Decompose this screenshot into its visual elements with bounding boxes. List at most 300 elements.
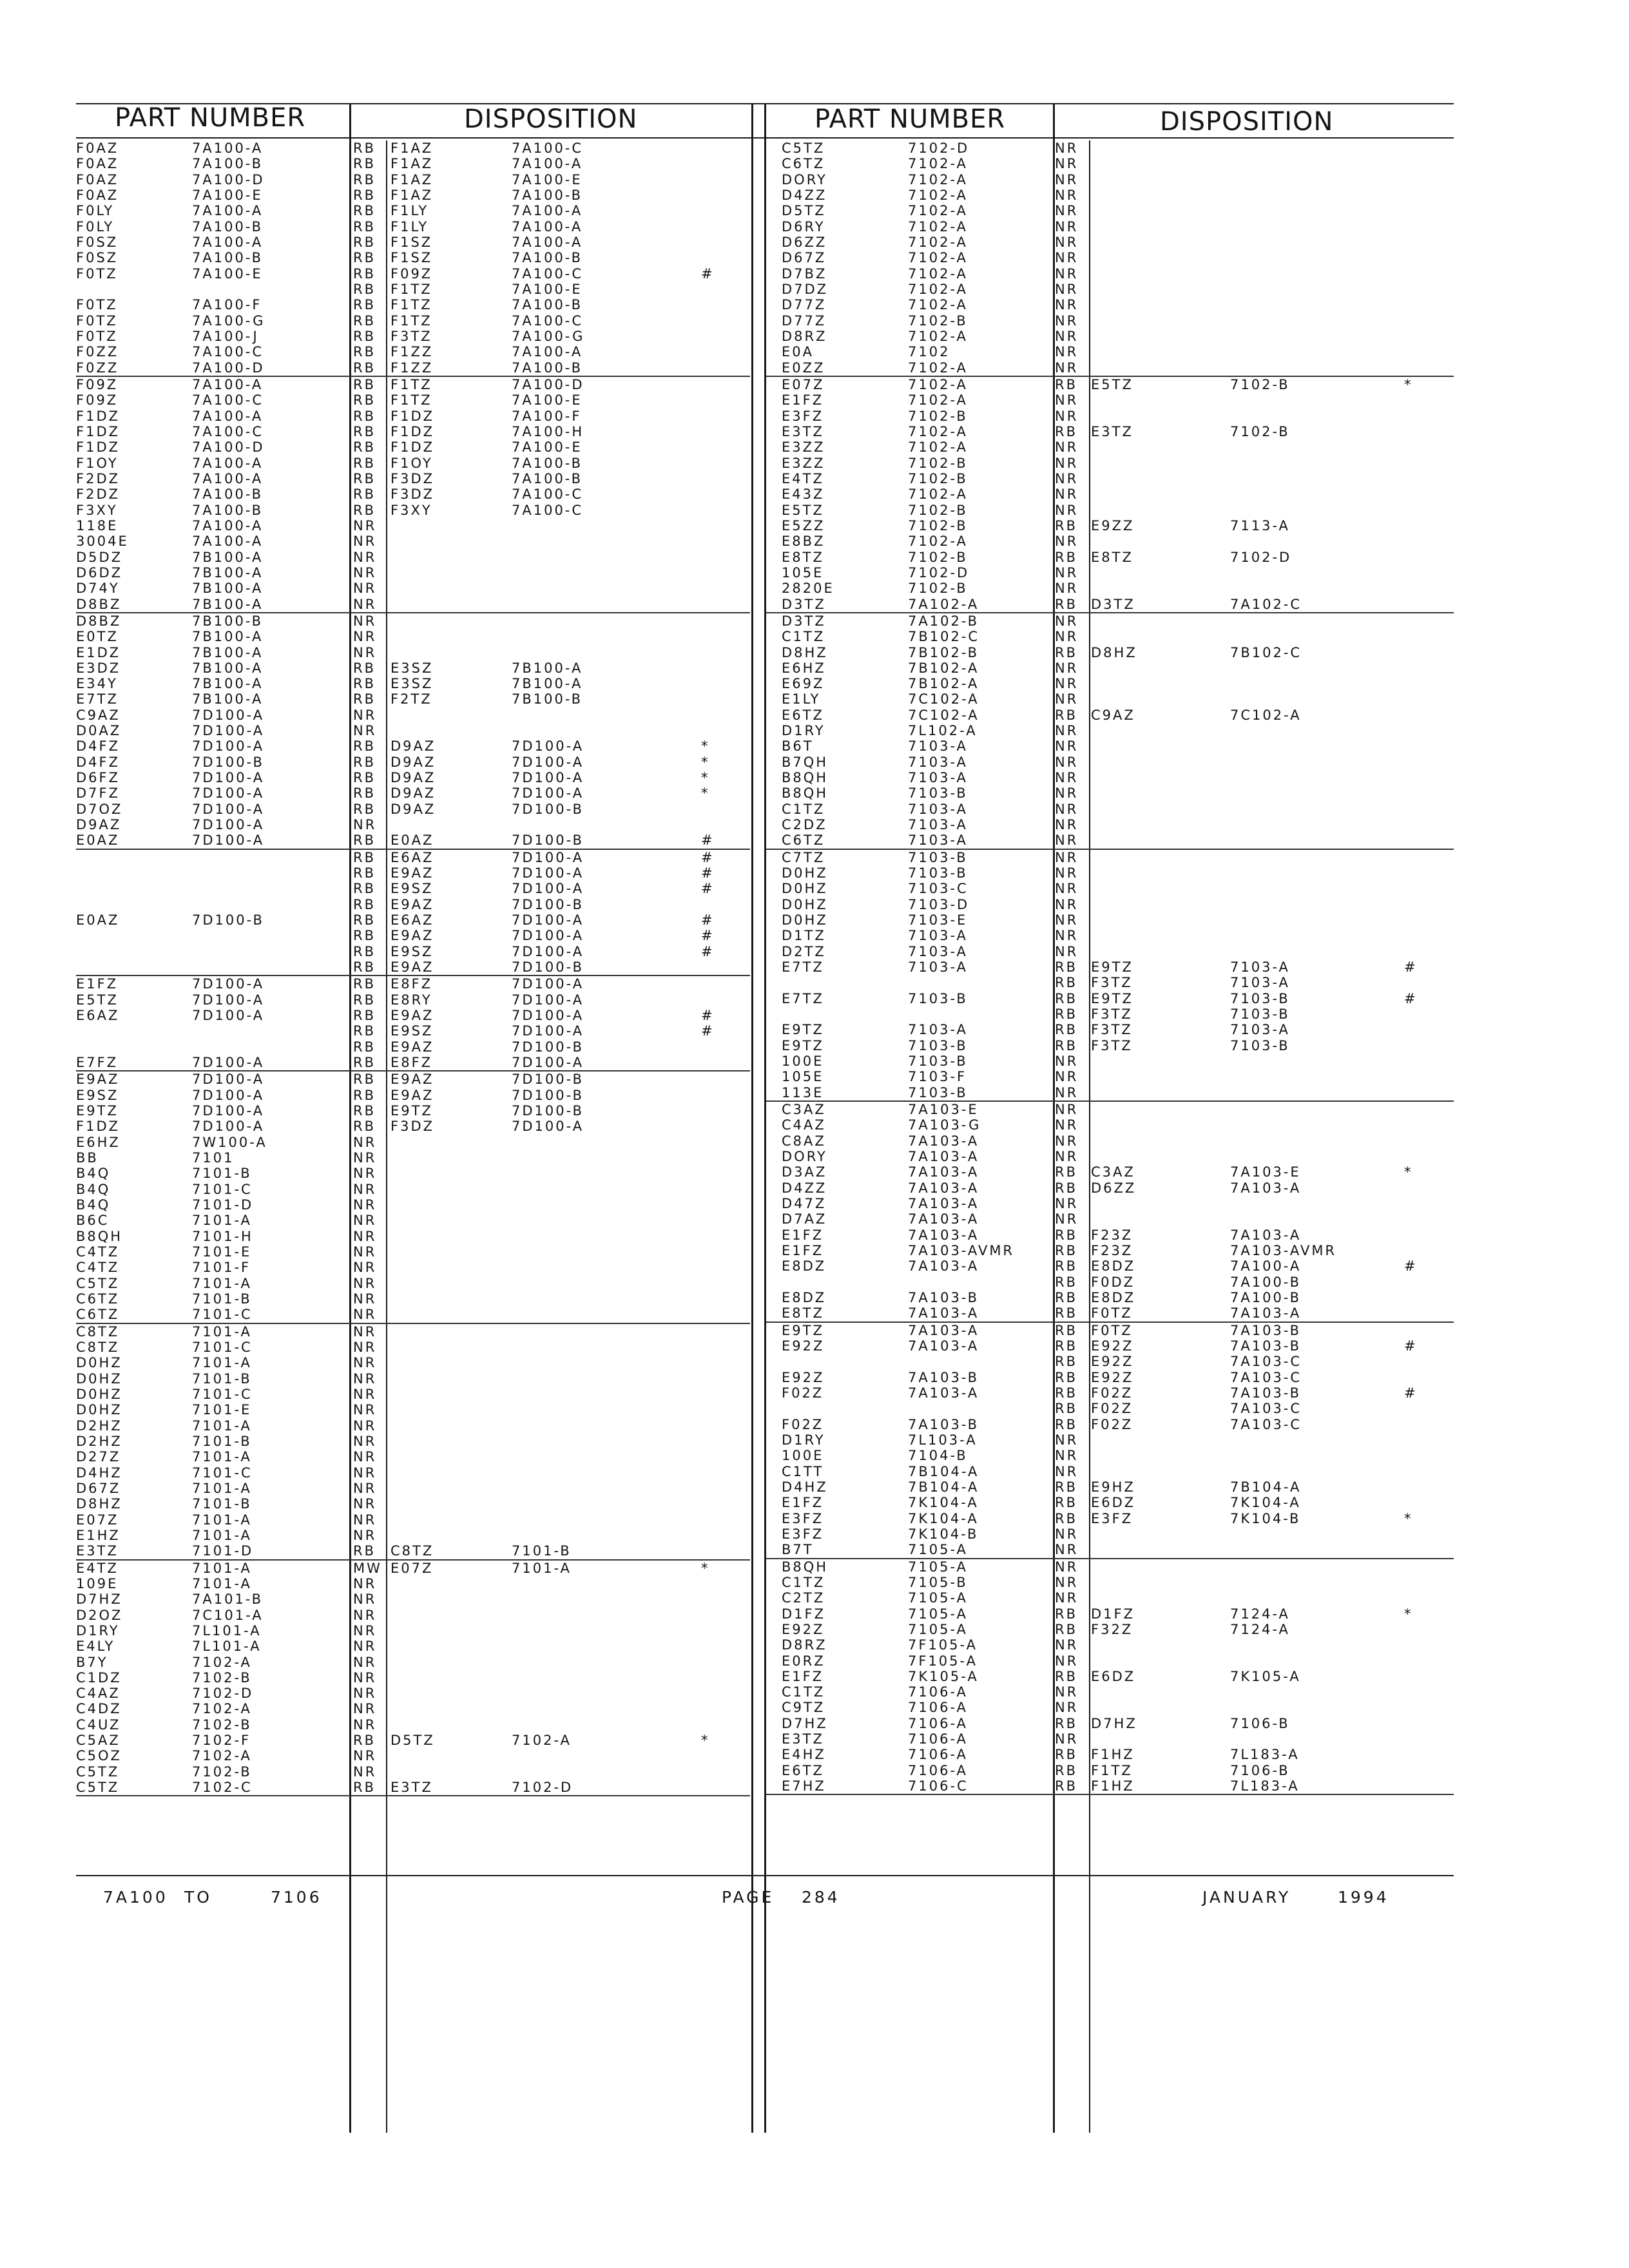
cell-replacement-part: E0AZ: [390, 832, 434, 849]
cell-part-number: F0ZZ: [76, 360, 119, 376]
table-row: [766, 770, 1454, 785]
cell-replacement-code: 7A100-B: [1230, 1289, 1302, 1305]
cell-replacement-code: 7D100-A: [512, 849, 584, 865]
cell-part-number: E3TZ: [782, 1731, 824, 1747]
cell-part-number: D5DZ: [76, 549, 123, 565]
cell-replacement-code: 7102-B: [1230, 376, 1290, 392]
cell-disposition: NR: [1055, 218, 1079, 235]
cell-code: 7A103-A: [908, 1385, 979, 1401]
cell-disposition: RB: [353, 1103, 376, 1119]
cell-replacement-code: 7103-A: [1230, 1022, 1290, 1038]
cell-disposition: NR: [1055, 203, 1079, 219]
cell-disposition: RB: [1055, 376, 1077, 392]
table-row: [766, 629, 1454, 644]
cell-replacement-part: E9TZ: [1091, 959, 1133, 975]
footer-year: 1994: [1338, 1888, 1389, 1907]
table-row: [766, 360, 1454, 377]
table-row: [76, 1229, 750, 1244]
cell-disposition: RB: [353, 297, 376, 313]
cell-code: 7102-B: [192, 1669, 252, 1686]
cell-disposition: NR: [353, 1748, 377, 1764]
cell-disposition: NR: [1055, 928, 1079, 944]
cell-part-number: C5TZ: [782, 140, 825, 156]
cell-code: 7103-A: [908, 832, 968, 849]
cell-replacement-part: F1LY: [390, 203, 429, 219]
cell-disposition: RB: [353, 1023, 376, 1039]
cell-code: 7102-B: [908, 455, 968, 471]
cell-part-number: F1OY: [76, 455, 119, 471]
cell-code: 7105-A: [908, 1590, 968, 1606]
cell-part-number: D4HZ: [76, 1465, 122, 1481]
cell-disposition: NR: [353, 1386, 377, 1402]
cell-disposition: RB: [1055, 707, 1077, 723]
cell-disposition: NR: [1055, 1069, 1079, 1085]
cell-replacement-part: E92Z: [1091, 1369, 1134, 1385]
table-row: [766, 1700, 1454, 1715]
table-row: [766, 408, 1454, 424]
cell-replacement-code: 7A103-C: [1230, 1354, 1302, 1370]
cell-disposition: NR: [353, 1607, 377, 1623]
table-row: [76, 912, 750, 928]
cell-replacement-code: 7101-A: [512, 1560, 572, 1576]
cell-disposition: NR: [353, 1260, 377, 1276]
cell-part-number: F1DZ: [76, 423, 120, 439]
cell-part-number: E0AZ: [76, 832, 120, 849]
table-row: [766, 1117, 1454, 1133]
cell-replacement-part: E9AZ: [390, 1072, 434, 1088]
cell-replacement-code: 7102-D: [512, 1780, 574, 1796]
cell-code: 7101-A: [192, 1323, 252, 1340]
cell-code: 7B100-A: [192, 596, 264, 612]
table-row: [76, 344, 750, 360]
cell-replacement-part: F0DZ: [1091, 1274, 1135, 1290]
cell-replacement-code: 7A100-F: [512, 408, 582, 424]
cell-part-number: E34Y: [76, 676, 118, 692]
cell-disposition: RB: [1055, 1668, 1077, 1684]
cell-code: 7101-A: [192, 1480, 252, 1496]
table-row: [766, 1102, 1454, 1117]
cell-replacement-part: F3DZ: [390, 1119, 434, 1135]
cell-disposition: NR: [353, 1591, 377, 1608]
cell-code: 7103-B: [908, 865, 968, 881]
cell-code: 7102-A: [908, 533, 968, 550]
cell-flag: #: [701, 1008, 715, 1024]
cell-code: 7C102-A: [908, 691, 979, 707]
cell-part-number: E3ZZ: [782, 455, 825, 471]
cell-replacement-part: F3TZ: [1091, 1037, 1133, 1053]
cell-flag: #: [1404, 1385, 1418, 1401]
cell-disposition: NR: [1055, 1526, 1079, 1542]
table-row: [766, 832, 1454, 849]
cell-code: 7D100-A: [192, 1087, 265, 1103]
cell-code: 7103-A: [908, 817, 968, 833]
cell-part-number: E0TZ: [76, 629, 119, 645]
cell-part-number: E4LY: [76, 1639, 115, 1655]
cell-flag: #: [701, 928, 715, 944]
cell-replacement-part: F3TZ: [1091, 1022, 1133, 1038]
table-row: [766, 1133, 1454, 1149]
cell-replacement-part: E9TZ: [1091, 990, 1133, 1006]
cell-code: 7102-B: [192, 1716, 252, 1733]
cell-code: 7101-A: [192, 1418, 252, 1434]
cell-disposition: RB: [1055, 596, 1077, 612]
cell-code: 7102-A: [908, 486, 968, 503]
table-row: [76, 1213, 750, 1228]
cell-replacement-part: E6DZ: [1091, 1495, 1136, 1511]
table-row: [76, 1307, 750, 1323]
cell-code: 7102-A: [908, 234, 968, 250]
cell-code: 7103-A: [908, 943, 968, 959]
cell-disposition: NR: [1055, 1211, 1079, 1227]
cell-code: 7103-B: [908, 1084, 968, 1100]
table-row: [766, 660, 1454, 676]
cell-disposition: RB: [1055, 1227, 1077, 1243]
table-row: [76, 1340, 750, 1355]
cell-part-number: E3FZ: [782, 408, 824, 424]
cell-code: 7D100-A: [192, 1119, 265, 1135]
cell-disposition: NR: [353, 1166, 377, 1182]
cell-disposition: RB: [353, 455, 376, 471]
cell-code: 7101-H: [192, 1228, 253, 1244]
cell-code: 7101-E: [192, 1244, 252, 1260]
cell-part-number: C7TZ: [782, 849, 825, 865]
cell-part-number: D3TZ: [782, 613, 826, 629]
cell-replacement-code: 7103-A: [1230, 959, 1290, 975]
cell-code: 7103-A: [908, 738, 968, 754]
cell-replacement-code: 7D100-A: [512, 865, 584, 881]
cell-part-number: E1FZ: [76, 976, 119, 992]
cell-part-number: F2DZ: [76, 486, 120, 503]
cell-code: 7102-C: [192, 1780, 253, 1796]
cell-disposition: RB: [353, 676, 376, 692]
table-row: [76, 1670, 750, 1686]
cell-code: 7103-B: [908, 1037, 968, 1053]
cell-replacement-part: E8RY: [390, 992, 432, 1008]
cell-disposition: RB: [1055, 1037, 1077, 1053]
cell-replacement-code: 7103-B: [1230, 1037, 1290, 1053]
cell-part-number: E4TZ: [782, 470, 824, 486]
cell-replacement-part: E3SZ: [390, 660, 434, 676]
cell-disposition: NR: [353, 723, 377, 739]
cell-code: 7B104-A: [908, 1463, 979, 1479]
cell-code: 7105-B: [908, 1574, 968, 1590]
cell-part-number: D8HZ: [782, 644, 828, 660]
cell-part-number: E0A: [782, 344, 814, 360]
table-row: [766, 471, 1454, 486]
cell-part-number: D7OZ: [76, 801, 123, 817]
cell-part-number: D8RZ: [782, 328, 827, 344]
cell-disposition: RB: [1055, 1006, 1077, 1023]
table-row: [76, 1324, 750, 1340]
cell-part-number: E0ZZ: [782, 360, 825, 376]
cell-disposition: RB: [353, 360, 376, 376]
cell-replacement-part: F02Z: [1091, 1385, 1133, 1401]
cell-disposition: NR: [1055, 785, 1079, 802]
table-row: [76, 1135, 750, 1150]
cell-replacement-code: 7D100-A: [512, 754, 584, 770]
cell-part-number: C8TZ: [76, 1323, 120, 1340]
cell-disposition: NR: [353, 1355, 377, 1371]
cell-replacement-code: 7D100-B: [512, 896, 584, 912]
cell-replacement-code: 7A100-A: [512, 218, 583, 235]
cell-code: 7C102-A: [908, 707, 979, 723]
table-row: [766, 707, 1454, 723]
cell-replacement-code: 7A100-A: [512, 344, 583, 360]
cell-code: 7101-A: [192, 1355, 252, 1371]
cell-disposition: RB: [1055, 975, 1077, 991]
cell-code: 7A100-J: [192, 328, 259, 344]
cell-code: 7A100-F: [192, 297, 262, 313]
table-row: [766, 518, 1454, 533]
cell-part-number: D7FZ: [76, 785, 120, 802]
cell-disposition: NR: [353, 1418, 377, 1434]
cell-part-number: C4DZ: [76, 1701, 122, 1717]
cell-replacement-code: 7A100-B: [512, 470, 583, 486]
cell-code: 7K104-A: [908, 1495, 979, 1511]
cell-part-number: C9AZ: [76, 707, 120, 723]
table-row: [766, 1417, 1454, 1432]
footer-page-number: 284: [802, 1888, 840, 1907]
cell-disposition: NR: [1055, 470, 1079, 486]
cell-code: 7101-C: [192, 1307, 253, 1323]
cell-disposition: NR: [353, 1339, 377, 1355]
cell-replacement-part: F1ZZ: [390, 360, 434, 376]
cell-part-number: C6TZ: [782, 156, 825, 172]
cell-part-number: D67Z: [76, 1480, 121, 1496]
cell-disposition: NR: [353, 1716, 377, 1733]
cell-flag: #: [701, 1023, 715, 1039]
table-row: [766, 959, 1454, 975]
cell-disposition: NR: [1055, 1463, 1079, 1479]
table-row: [766, 313, 1454, 329]
cell-replacement-part: E5TZ: [1091, 376, 1133, 392]
table-row: [76, 865, 750, 881]
table-row: [76, 1591, 750, 1607]
cell-replacement-code: 7A103-AVMR: [1230, 1242, 1337, 1258]
cell-replacement-part: E8DZ: [1091, 1289, 1136, 1305]
table-row: [76, 250, 750, 265]
cell-part-number: D1FZ: [782, 1606, 825, 1622]
table-row: [766, 817, 1454, 832]
table-row: [76, 203, 750, 218]
table-row: [766, 1448, 1454, 1463]
cell-replacement-part: F1ZZ: [390, 344, 434, 360]
footer-range-end: 7106: [271, 1888, 322, 1907]
cell-disposition: NR: [353, 1701, 377, 1717]
cell-replacement-code: 7B102-C: [1230, 644, 1302, 660]
table-row: [76, 1291, 750, 1307]
cell-code: 7A103-A: [908, 1227, 979, 1243]
cell-replacement-code: 7124-A: [1230, 1606, 1290, 1622]
table-row: [76, 266, 750, 282]
cell-replacement-part: F1TZ: [390, 281, 432, 297]
cell-code: 7102-F: [192, 1733, 251, 1749]
table-row: [766, 1053, 1454, 1069]
cell-replacement-code: 7B100-A: [512, 660, 583, 676]
cell-disposition: NR: [353, 1496, 377, 1512]
cell-disposition: NR: [1055, 1195, 1079, 1211]
table-row: [76, 1197, 750, 1213]
table-row: [766, 1385, 1454, 1401]
cell-disposition: NR: [1055, 1432, 1079, 1448]
table-row: [76, 581, 750, 596]
cell-disposition: NR: [1055, 171, 1079, 187]
cell-replacement-code: 7L183-A: [1230, 1778, 1300, 1794]
cell-part-number: D6ZZ: [782, 234, 827, 250]
cell-code: 7A100-B: [192, 486, 264, 503]
cell-part-number: B8QH: [76, 1228, 123, 1244]
cell-disposition: NR: [1055, 912, 1079, 928]
table-row: [766, 203, 1454, 218]
left-parts-table: [76, 140, 750, 1796]
table-row: [76, 313, 750, 329]
cell-replacement-part: F02Z: [1091, 1401, 1133, 1417]
cell-disposition: NR: [1055, 360, 1079, 376]
cell-disposition: NR: [1055, 660, 1079, 676]
table-row: [76, 1260, 750, 1275]
table-row: [766, 881, 1454, 896]
cell-part-number: F1DZ: [76, 1119, 120, 1135]
cell-disposition: NR: [353, 533, 377, 550]
table-row: [766, 1653, 1454, 1669]
cell-disposition: RB: [353, 801, 376, 817]
cell-code: 7103-A: [908, 928, 968, 944]
table-row: [76, 928, 750, 943]
cell-replacement-part: E3TZ: [1091, 423, 1133, 439]
cell-part-number: B4Q: [76, 1196, 111, 1213]
cell-disposition: NR: [1055, 187, 1079, 203]
cell-replacement-code: 7A100-A: [512, 156, 583, 172]
cell-code: 7D100-B: [192, 754, 264, 770]
cell-flag: *: [701, 754, 710, 770]
cell-part-number: D74Y: [76, 581, 120, 597]
cell-code: 7102-D: [192, 1686, 254, 1702]
table-row: [76, 976, 750, 992]
table-row: [76, 1543, 750, 1560]
cell-disposition: RB: [353, 754, 376, 770]
table-row: [76, 707, 750, 723]
table-row: [76, 1561, 750, 1576]
cell-disposition: NR: [353, 1228, 377, 1244]
cell-part-number: D7HZ: [782, 1715, 828, 1731]
table-row: [76, 1733, 750, 1748]
cell-code: 7103-E: [908, 912, 968, 928]
table-row: [76, 785, 750, 801]
table-row: [766, 1290, 1454, 1305]
table-row: [766, 785, 1454, 801]
cell-replacement-code: 7D100-B: [512, 801, 584, 817]
cell-code: 7103-B: [908, 785, 968, 802]
cell-disposition: RB: [353, 865, 376, 881]
cell-replacement-code: 7D100-B: [512, 959, 584, 975]
cell-replacement-code: 7D100-A: [512, 943, 584, 959]
cell-code: 7B100-B: [192, 613, 264, 629]
cell-disposition: NR: [353, 1150, 377, 1166]
cell-disposition: RB: [353, 785, 376, 802]
cell-disposition: RB: [1055, 1022, 1077, 1038]
cell-code: 7F105-A: [908, 1653, 978, 1669]
cell-code: 7L101-A: [192, 1622, 262, 1639]
cell-disposition: NR: [1055, 1133, 1079, 1149]
cell-disposition: RB: [353, 203, 376, 219]
cell-part-number: D7DZ: [782, 281, 829, 297]
cell-replacement-code: 7K104-A: [1230, 1495, 1301, 1511]
cell-replacement-code: 7D100-B: [512, 1087, 584, 1103]
cell-disposition: NR: [353, 1323, 377, 1340]
cell-disposition: NR: [353, 564, 377, 581]
cell-part-number: E0AZ: [76, 912, 120, 928]
cell-part-number: D7AZ: [782, 1211, 827, 1227]
cell-disposition: NR: [1055, 723, 1079, 739]
cell-part-number: D6FZ: [76, 770, 120, 786]
cell-disposition: RB: [353, 470, 376, 486]
cell-disposition: NR: [353, 596, 377, 612]
cell-replacement-part: D8HZ: [1091, 644, 1137, 660]
cell-code: 7102-B: [908, 517, 968, 533]
cell-part-number: E9TZ: [782, 1022, 824, 1038]
cell-code: 7102-A: [908, 265, 968, 282]
cell-flag: *: [1404, 1164, 1413, 1180]
cell-part-number: F0TZ: [76, 265, 118, 282]
cell-disposition: RB: [353, 392, 376, 408]
table-row: [76, 392, 750, 408]
table-row: [76, 1418, 750, 1434]
table-row: [76, 1039, 750, 1055]
table-row: [766, 1669, 1454, 1684]
cell-code: 7B100-A: [192, 676, 264, 692]
table-row: [766, 1575, 1454, 1590]
cell-replacement-part: E9AZ: [390, 896, 434, 912]
cell-code: 7103-A: [908, 801, 968, 817]
cell-replacement-code: 7A100-H: [512, 423, 584, 439]
cell-code: 7A100-G: [192, 312, 265, 329]
cell-disposition: NR: [1055, 1117, 1079, 1133]
cell-replacement-part: E9SZ: [390, 881, 434, 897]
table-row: [766, 645, 1454, 660]
cell-code: 7106-A: [908, 1700, 968, 1716]
cell-part-number: 105E: [782, 564, 824, 581]
cell-code: 7A103-AVMR: [908, 1242, 1015, 1258]
cell-code: 7101-B: [192, 1166, 252, 1182]
cell-replacement-part: F1TZ: [390, 312, 432, 329]
cell-disposition: NR: [1055, 770, 1079, 786]
cell-replacement-part: F1AZ: [390, 171, 434, 187]
table-row: [766, 1038, 1454, 1053]
cell-replacement-code: 7K105-A: [1230, 1668, 1301, 1684]
table-row: [76, 959, 750, 976]
table-row: [76, 518, 750, 533]
table-row: [766, 1338, 1454, 1354]
table-row: [76, 1449, 750, 1465]
cell-code: 7102-A: [908, 392, 968, 408]
cell-replacement-code: 7D100-A: [512, 976, 584, 992]
cell-disposition: NR: [1055, 896, 1079, 912]
cell-code: 7A102-B: [908, 613, 979, 629]
cell-disposition: NR: [353, 1654, 377, 1670]
cell-disposition: NR: [353, 1449, 377, 1465]
cell-code: 7B100-A: [192, 549, 264, 565]
table-row: [766, 486, 1454, 502]
footer-range-start: 7A100: [103, 1888, 168, 1907]
table-row: [76, 486, 750, 502]
cell-disposition: NR: [353, 1196, 377, 1213]
cell-flag: #: [701, 881, 715, 897]
cell-disposition: RB: [1055, 1495, 1077, 1511]
cell-replacement-part: D7HZ: [1091, 1715, 1137, 1731]
cell-part-number: D67Z: [782, 250, 827, 266]
cell-part-number: E3FZ: [782, 1526, 824, 1542]
cell-code: 7101-A: [192, 1213, 252, 1229]
